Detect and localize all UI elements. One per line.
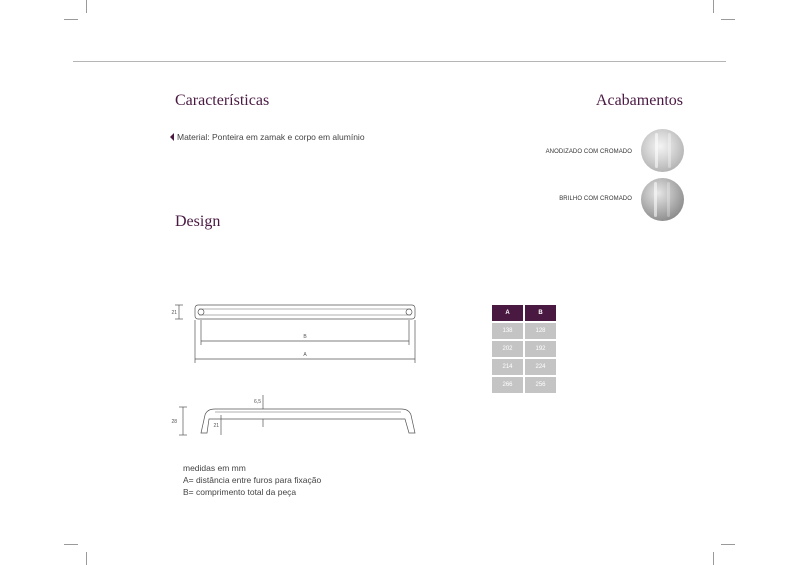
crop-mark [86, 0, 87, 13]
swatch-highlight [655, 133, 658, 168]
dim-b-label: B [303, 334, 307, 340]
table-cell: 266 [492, 377, 523, 393]
table-cell: 128 [525, 323, 556, 339]
handle-side-view [201, 409, 415, 433]
finish-swatch-anodizado [641, 129, 684, 172]
swatch-highlight [667, 182, 670, 217]
dim-thickness: 6,5 [254, 399, 261, 405]
crop-mark [64, 19, 78, 20]
table-cell: 256 [525, 377, 556, 393]
measurement-notes [183, 462, 321, 498]
finish-swatch-brilho [641, 178, 684, 221]
material-text: Material: Ponteira em zamak e corpo em alumínio [177, 132, 365, 142]
table-row [492, 323, 556, 339]
table-header-row [492, 305, 556, 321]
table-cell: 224 [525, 359, 556, 375]
bullet-triangle-icon [170, 133, 174, 141]
table-cell: 192 [525, 341, 556, 357]
caracteristicas-title: Características [175, 92, 270, 109]
hole-left [198, 309, 204, 315]
dim-side-inner: 21 [213, 423, 219, 429]
table-header: B [525, 305, 556, 321]
crop-mark [64, 544, 78, 545]
swatch-highlight [654, 182, 657, 217]
crop-mark [713, 0, 714, 13]
dim-height-top: 21 [171, 310, 177, 316]
table-cell: 202 [492, 341, 523, 357]
table-row [492, 377, 556, 393]
dimensions-table [490, 303, 558, 395]
swatch-highlight [668, 133, 671, 168]
design-title: Design [175, 213, 221, 230]
table-header: A [492, 305, 523, 321]
crop-mark [721, 544, 735, 545]
technical-drawing [165, 285, 425, 445]
acabamentos-title: Acabamentos [595, 92, 683, 109]
crop-mark [713, 552, 714, 565]
material-line [170, 132, 365, 142]
crop-mark [86, 552, 87, 565]
dim-a-label: A [303, 352, 307, 358]
crop-mark [721, 19, 735, 20]
header-rule [73, 61, 726, 62]
table-row [492, 359, 556, 375]
finish-label-brilho: BRILHO COM CROMADO [559, 196, 632, 202]
note-b-definition: B= comprimento total da peça [183, 487, 297, 497]
handle-top-view [195, 305, 415, 319]
dim-side-total: 28 [171, 419, 177, 425]
note-units: medidas em mm [183, 463, 246, 473]
table-cell: 138 [492, 323, 523, 339]
finish-label-anodizado: ANODIZADO COM CROMADO [545, 149, 632, 155]
hole-right [406, 309, 412, 315]
table-row [492, 341, 556, 357]
table-cell: 214 [492, 359, 523, 375]
note-a-definition: A= distância entre furos para fixação [183, 475, 322, 485]
